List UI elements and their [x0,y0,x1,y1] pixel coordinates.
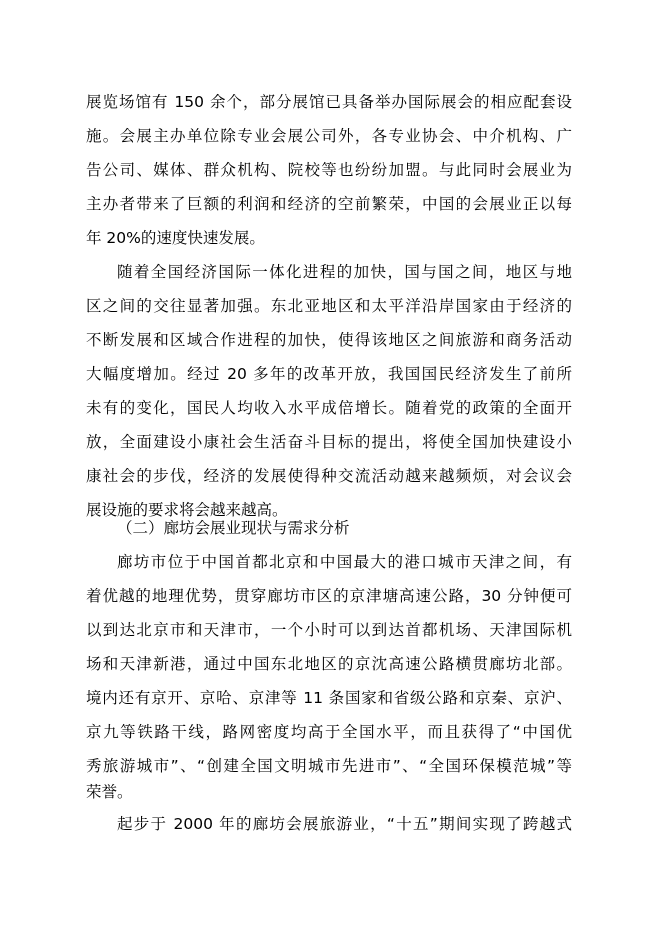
paragraph-1-line-1: 展览场馆有 150 余个，部分展馆已具备举办国际展会的相应配套设 [86,93,572,111]
paragraph-2-line-5: 未有的变化，国民人均收入水平成倍增长。随着党的政策的全面开 [86,399,572,417]
paragraph-2-line-2: 区之间的交往显著加强。东北亚地区和太平洋沿岸国家由于经济的 [86,297,572,315]
paragraph-1-line-5: 年 20%的速度快速发展。 [86,229,265,247]
paragraph-4-line-1: 起步于 2000 年的廊坊会展旅游业，“十五”期间实现了跨越式 [117,815,572,833]
paragraph-3-line-6: 京九等铁路干线，路网密度均高于全国水平，而且获得了“中国优 [86,723,572,741]
paragraph-3-line-1: 廊坊市位于中国首都北京和中国最大的港口城市天津之间，有 [117,553,572,571]
section-heading: （二）廊坊会展业现状与需求分析 [117,519,350,537]
paragraph-2-line-3: 不断发展和区域合作进程的加快，使得该地区之间旅游和商务活动 [86,331,572,349]
paragraph-3-line-3: 以到达北京市和天津市，一个小时可以到达首都机场、天津国际机 [86,621,572,639]
paragraph-3-line-7: 秀旅游城市”、“创建全国文明城市先进市”、“全国环保模范城”等 [86,757,572,775]
paragraph-2-line-1: 随着全国经济国际一体化进程的加快，国与国之间，地区与地 [117,263,572,281]
paragraph-2-line-8: 展设施的要求将会越来越高。 [86,501,288,519]
paragraph-1-line-3: 告公司、媒体、群众机构、院校等也纷纷加盟。与此同时会展业为 [86,161,572,179]
paragraph-2-line-4: 大幅度增加。经过 20 多年的改革开放，我国国民经济发生了前所 [86,365,572,383]
paragraph-2-line-7: 康社会的步伐，经济的发展使得种交流活动越来越频烦，对会议会 [86,467,572,485]
paragraph-3-line-8: 荣誉。 [86,783,133,801]
paragraph-3-line-5: 境内还有京开、京哈、京津等 11 条国家和省级公路和京秦、京沪、 [86,689,572,707]
paragraph-3-line-4: 场和天津新港，通过中国东北地区的京沈高速公路横贯廊坊北部。 [86,655,572,673]
paragraph-3-line-2: 着优越的地理优势，贯穿廊坊市区的京津塘高速公路，30 分钟便可 [86,587,572,605]
paragraph-2-line-6: 放，全面建设小康社会生活奋斗目标的提出，将使全国加快建设小 [86,433,572,451]
paragraph-1-line-4: 主办者带来了巨额的利润和经济的空前繁荣，中国的会展业正以每 [86,195,572,213]
paragraph-1-line-2: 施。会展主办单位除专业会展公司外，各专业协会、中介机构、广 [86,127,572,145]
